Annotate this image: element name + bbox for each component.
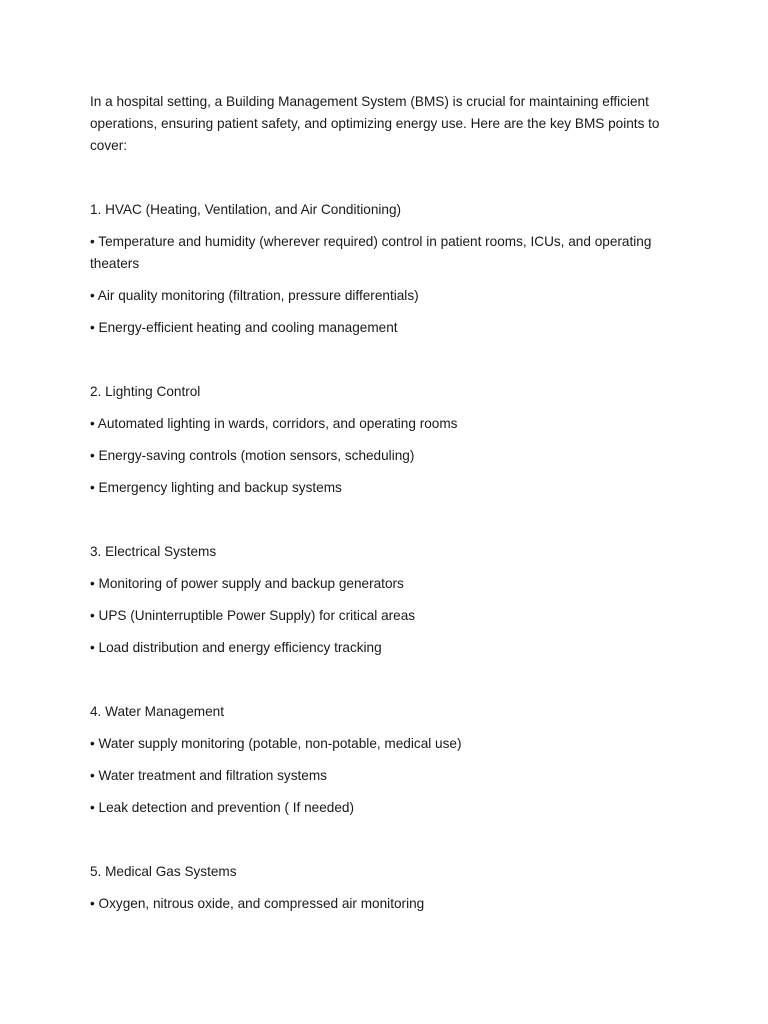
section-water	[90, 701, 680, 819]
bullet-icon: •	[90, 416, 95, 431]
document-body	[90, 91, 680, 957]
bullet-icon: •	[90, 288, 95, 303]
bullet-text: Automated lighting in wards, corridors, and operating rooms	[97, 416, 458, 431]
bullet-icon: •	[90, 234, 95, 249]
bullet-item	[90, 765, 680, 787]
bullet-icon: •	[90, 576, 95, 591]
section-lighting	[90, 381, 680, 499]
bullet-item	[90, 285, 680, 307]
bullet-icon: •	[90, 320, 95, 335]
section-heading: 1. HVAC (Heating, Ventilation, and Air Conditioning)	[90, 202, 402, 217]
section-heading: 4. Water Management	[90, 704, 224, 719]
bullet-text: UPS (Uninterruptible Power Supply) for critical areas	[98, 608, 416, 623]
bullet-icon: •	[90, 480, 95, 495]
bullet-icon: •	[90, 768, 95, 783]
bullet-text: Oxygen, nitrous oxide, and compressed air monitoring	[98, 896, 425, 911]
bullet-icon: •	[90, 608, 95, 623]
bullet-icon: •	[90, 896, 95, 911]
bullet-icon: •	[90, 736, 95, 751]
bullet-icon: •	[90, 640, 95, 655]
bullet-text: Leak detection and prevention ( If needed)	[98, 800, 354, 815]
section-heading: 3. Electrical Systems	[90, 544, 217, 559]
bullet-icon: •	[90, 800, 95, 815]
bullet-text: Air quality monitoring (filtration, pressure differentials)	[97, 288, 419, 303]
bullet-item	[90, 893, 680, 915]
bullet-item	[90, 477, 680, 499]
bullet-text: Water treatment and filtration systems	[98, 768, 327, 783]
bullet-text: Temperature and humidity (wherever required) control in patient rooms, ICUs, and operating theaters	[90, 234, 652, 271]
bullet-text: Monitoring of power supply and backup generators	[98, 576, 404, 591]
bullet-item	[90, 231, 680, 275]
bullet-item	[90, 317, 680, 339]
bullet-text: Water supply monitoring (potable, non-potable, medical use)	[98, 736, 462, 751]
bullet-item	[90, 637, 680, 659]
bullet-text: Load distribution and energy efficiency tracking	[98, 640, 382, 655]
bullet-item	[90, 797, 680, 819]
bullet-text: Energy-saving controls (motion sensors, scheduling)	[98, 448, 415, 463]
section-heading: 2. Lighting Control	[90, 384, 201, 399]
section-medical-gas	[90, 861, 680, 915]
bullet-item	[90, 733, 680, 755]
section-electrical	[90, 541, 680, 659]
intro-paragraph: In a hospital setting, a Building Management System (BMS) is crucial for maintaining efficient operations, ensuring patient safety, and optimizing energy use. Here are the key BMS points to cover:	[90, 94, 660, 153]
bullet-text: Energy-efficient heating and cooling management	[98, 320, 398, 335]
bullet-item	[90, 605, 680, 627]
bullet-text: Emergency lighting and backup systems	[98, 480, 342, 495]
section-hvac	[90, 199, 680, 339]
bullet-item	[90, 445, 680, 467]
section-heading: 5. Medical Gas Systems	[90, 864, 237, 879]
bullet-item	[90, 573, 680, 595]
bullet-icon: •	[90, 448, 95, 463]
bullet-item	[90, 413, 680, 435]
